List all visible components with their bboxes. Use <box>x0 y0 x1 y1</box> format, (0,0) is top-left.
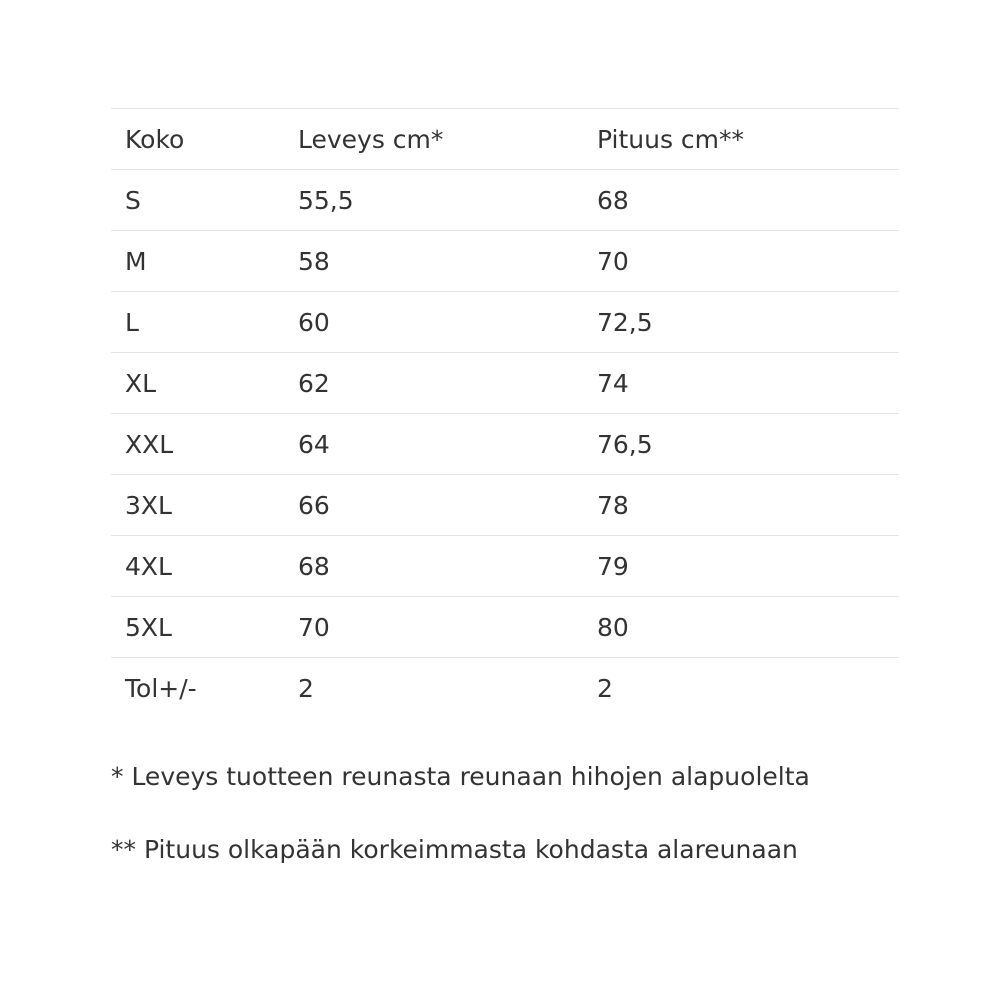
cell-width: 64 <box>284 414 583 475</box>
cell-width: 62 <box>284 353 583 414</box>
cell-width: 2 <box>284 658 583 719</box>
cell-size: 4XL <box>111 536 284 597</box>
width-footnote: * Leveys tuotteen reunasta reunaan hihojen alapuolelta <box>111 762 810 791</box>
table-row <box>111 597 899 658</box>
cell-length: 68 <box>583 170 899 231</box>
cell-length: 79 <box>583 536 899 597</box>
cell-size: 5XL <box>111 597 284 658</box>
cell-width: 70 <box>284 597 583 658</box>
cell-length: 72,5 <box>583 292 899 353</box>
cell-width: 55,5 <box>284 170 583 231</box>
cell-size: S <box>111 170 284 231</box>
header-length: Pituus cm** <box>583 109 899 170</box>
table-row <box>111 414 899 475</box>
cell-width: 68 <box>284 536 583 597</box>
cell-length: 80 <box>583 597 899 658</box>
cell-width: 60 <box>284 292 583 353</box>
table-row <box>111 231 899 292</box>
cell-length: 76,5 <box>583 414 899 475</box>
cell-size: Tol+/- <box>111 658 284 719</box>
cell-length: 2 <box>583 658 899 719</box>
cell-length: 70 <box>583 231 899 292</box>
cell-length: 74 <box>583 353 899 414</box>
cell-width: 58 <box>284 231 583 292</box>
cell-size: 3XL <box>111 475 284 536</box>
header-size: Koko <box>111 109 284 170</box>
table-row <box>111 170 899 231</box>
table-header <box>111 109 899 170</box>
cell-size: L <box>111 292 284 353</box>
table-body <box>111 170 899 719</box>
length-footnote: ** Pituus olkapään korkeimmasta kohdasta alareunaan <box>111 835 798 864</box>
cell-size: XXL <box>111 414 284 475</box>
header-width: Leveys cm* <box>284 109 583 170</box>
table-row <box>111 536 899 597</box>
size-chart-table <box>111 108 899 719</box>
cell-width: 66 <box>284 475 583 536</box>
table-row <box>111 292 899 353</box>
table-row <box>111 475 899 536</box>
table-row <box>111 658 899 719</box>
table-row <box>111 353 899 414</box>
cell-length: 78 <box>583 475 899 536</box>
header-row <box>111 109 899 170</box>
cell-size: M <box>111 231 284 292</box>
cell-size: XL <box>111 353 284 414</box>
